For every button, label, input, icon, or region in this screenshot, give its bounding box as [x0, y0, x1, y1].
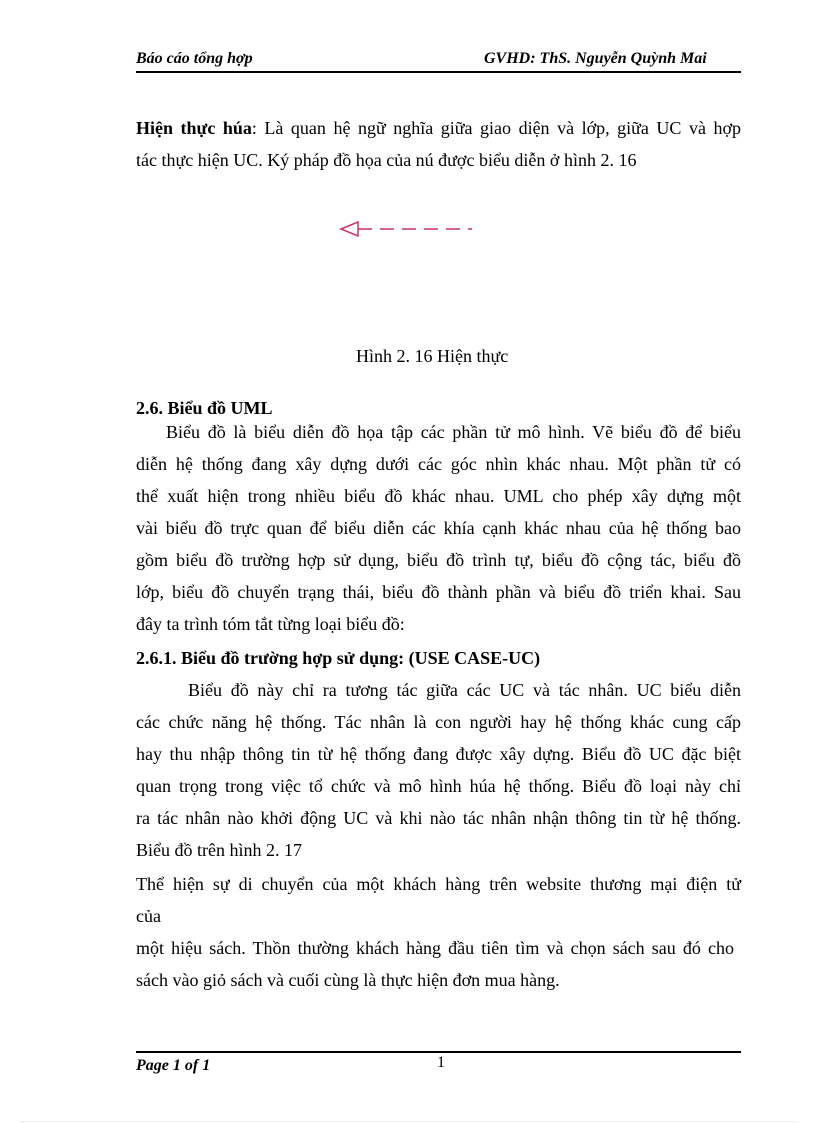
s261-extra-line: một hiệu sách. Thồn thường khách hàng đầu tiên tìm và chọn sách sau đó cho: [136, 938, 734, 958]
page-bottom-dotted-border: [20, 1121, 796, 1122]
s261-extra-line: Thể hiện sự di chuyển của một khách hàng trên website thương mại điện tử: [136, 874, 741, 894]
footer-page-number: 1: [437, 1054, 445, 1071]
s261-extra-line: sách vào giỏ sách và cuối cùng là thực hiện đơn mua hàng.: [136, 970, 560, 990]
intro-term: Hiện thực húa: [136, 118, 252, 138]
s261-line: quan trọng trong việc tổ chức và mô hình húa hệ thống. Biểu đồ loại này chỉ: [136, 776, 741, 796]
header-left: Báo cáo tổng hợp: [136, 50, 253, 67]
s26-line: vài biểu đồ trực quan để biểu diễn các khía cạnh khác nhau của hệ thống bao: [136, 518, 741, 538]
s26-line: đây ta trình tóm tắt từng loại biểu đồ:: [136, 614, 405, 634]
header-rule: [136, 71, 741, 73]
s26-line: Biểu đồ là biểu diễn đồ họa tập các phần tử mô hình. Vẽ biểu đồ để biểu: [166, 422, 741, 442]
hollow-arrowhead-icon: [341, 222, 358, 236]
s261-line: hay thu nhập thông tin từ hệ thống đang được xây dựng. Biểu đồ UC đặc biệt: [136, 744, 741, 764]
header-right: GVHD: ThS. Nguyễn Quỳnh Mai: [484, 50, 707, 67]
s261-line: ra tác nhân nào khởi động UC và khi nào tác nhân nhận thông tin từ hệ thống.: [136, 808, 741, 828]
section-2-6-heading: 2.6. Biểu đồ UML: [136, 398, 273, 418]
s26-line: lớp, biểu đồ chuyển trạng thái, biểu đồ thành phần và biểu đồ triển khai. Sau: [136, 582, 741, 602]
s26-line: thể xuất hiện trong nhiều biểu đồ khác nhau. UML cho phép xây dựng một: [136, 486, 741, 506]
intro-line-1: [136, 118, 741, 138]
s26-line: diễn hệ thống đang xây dựng dưới các góc nhìn khác nhau. Một phần tử có: [136, 454, 741, 474]
footer-page-label: Page 1 of 1: [136, 1057, 211, 1074]
s26-line: gồm biểu đồ trường hợp sử dụng, biểu đồ trình tự, biểu đồ cộng tác, biểu đồ: [136, 550, 741, 570]
s261-extra-line: của: [136, 906, 161, 926]
intro-line-2: tác thực hiện UC. Ký pháp đồ họa của nú được biểu diễn ở hình 2. 16: [136, 150, 637, 170]
section-2-6-1-heading: 2.6.1. Biểu đồ trường hợp sử dụng: (USE CASE-UC): [136, 648, 541, 668]
realization-arrow: [338, 219, 474, 239]
intro-line-1-rest: : Là quan hệ ngữ nghĩa giữa giao diện và lớp, giữa UC và hợp: [251, 118, 741, 138]
s261-line: Biểu đồ trên hình 2. 17: [136, 840, 302, 860]
figure-caption: Hình 2. 16 Hiện thực: [356, 346, 509, 366]
footer-rule: [136, 1051, 741, 1053]
s261-line: Biểu đồ này chỉ ra tương tác giữa các UC và tác nhân. UC biểu diễn: [188, 680, 741, 700]
s261-line: các chức năng hệ thống. Tác nhân là con người hay hệ thống khác cung cấp: [136, 712, 741, 732]
